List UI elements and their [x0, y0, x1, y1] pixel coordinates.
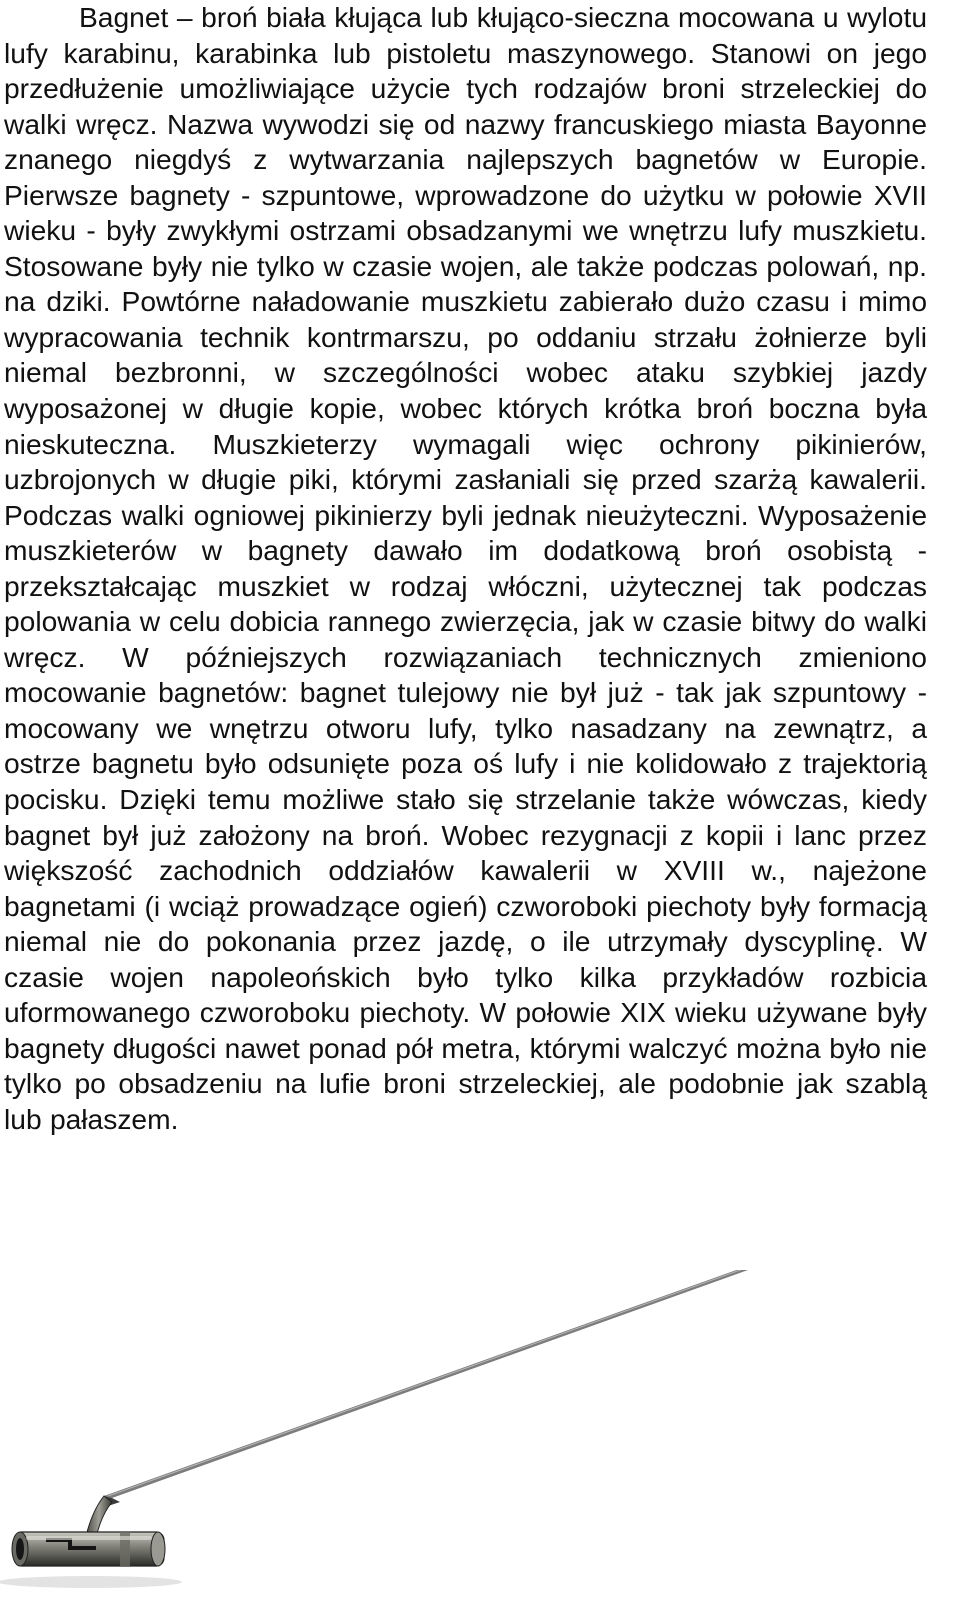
bayonet-socket [12, 1532, 165, 1566]
bayonet-illustration [0, 1270, 960, 1618]
bayonet-blade [104, 1270, 801, 1506]
bayonet-shadow [0, 1576, 182, 1588]
article-paragraph: Bagnet – broń biała kłująca lub kłująco-sieczna mocowana u wylotu lufy karabinu, karabinka lub pistoletu maszynowego. Stanowi on jego przedłużenie umożliwiające użycie tych rodzajów broni strzeleckiej do walki wręcz. Nazwa wywodzi się od nazwy francuskiego miasta Bayonne znanego niegdyś z wytwarzania najlepszych bagnetów w Europie. Pierwsze bagnety - szpuntowe, wprowadzone do użytku w połowie XVII wieku - były zwykłymi ostrzami obsadzanymi we wnętrzu lufy muszkietu. Stosowane były nie tylko w czasie wojen, ale także podczas polowań, np. na dziki. Powtórne naładowanie muszkietu zabierało dużo czasu i mimo wypracowania technik kontrmarszu, po oddaniu strzału żołnierze byli niemal bezbronni, w szczególności wobec ataku szybkiej jazdy wyposażonej w długie kopie, wobec których krótka broń boczna była nieskuteczna. Muszkieterzy wymagali więc ochrony pikinierów, uzbrojonych w długie piki, którymi zasłaniali się przed szarżą kawalerii. Podczas walki ogniowej pikinierzy byli jednak nieużyteczni. Wyposażenie muszkieterów w bagnety dawało im dodatkową broń osobistą - przekształcając muszkiet w rodzaj włóczni, użytecznej tak podczas polowania w celu dobicia rannego zwierzęcia, jak w czasie bitwy do walki wręcz. W późniejszych rozwiązaniach technicznych zmieniono mocowanie bagnetów: bagnet tulejowy nie był już - tak jak szpuntowy - mocowany we wnętrzu otworu lufy, tylko nasadzany na zewnątrz, a ostrze bagnetu było odsunięte poza oś lufy i nie kolidowało z trajektorią pocisku. Dzięki temu możliwe stało się strzelanie także wówczas, kiedy bagnet był już założony na broń. Wobec rezygnacji z kopii i lanc przez większość zachodnich oddziałów kawalerii w XVIII w., najeżone bagnetami (i wciąż prowadzące ogień) czworoboki piechoty były formacją niemal nie do pokonania przez jazdę, o ile utrzymały dyscyplinę. W czasie wojen napoleońskich było tylko kilka przykładów rozbicia uformowanego czworoboku piechoty. W połowie XIX wieku używane były bagnety długości nawet ponad pół metra, którymi walczyć można było nie tylko po obsadzeniu na lufie broni strzeleckiej, ale podobnie jak szablą lub pałaszem. [4, 1, 927, 1135]
